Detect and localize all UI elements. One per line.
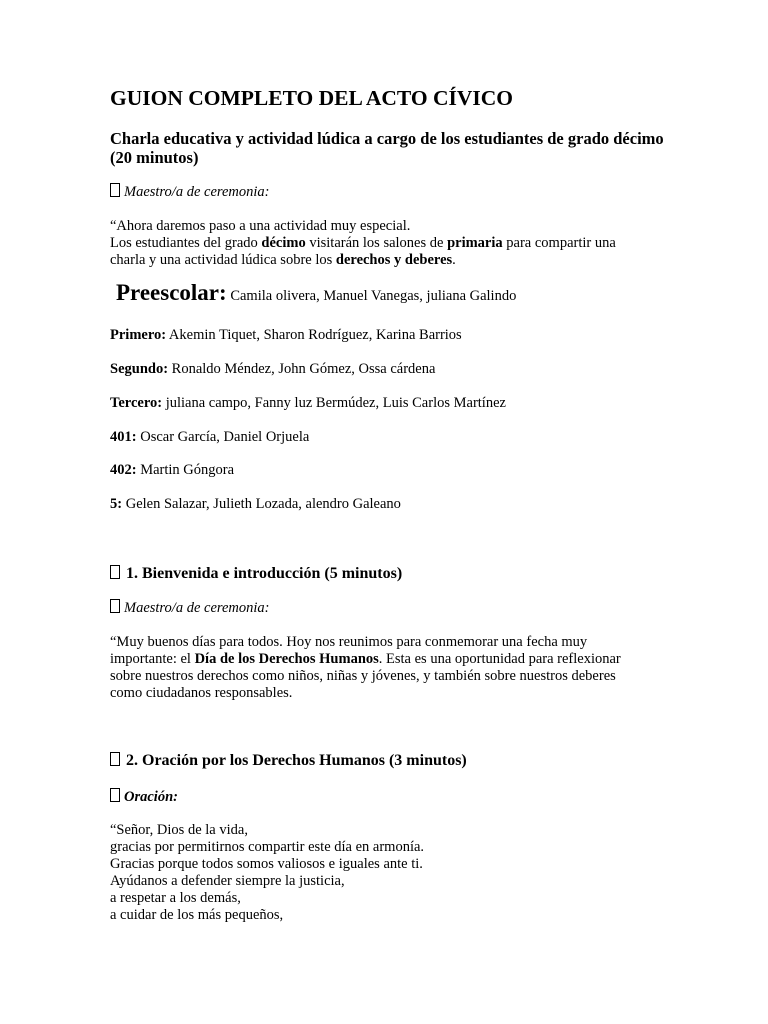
group-names: Martin Góngora xyxy=(140,462,235,478)
checkbox-icon xyxy=(110,183,120,197)
group-primero xyxy=(110,327,668,344)
group-tercero xyxy=(110,395,668,412)
intro-line-2: Los estudiantes del grado décimo visitarán los salones de primaria para compartir una xyxy=(110,235,616,251)
section-1-line-4: como ciudadanos responsables. xyxy=(110,685,293,701)
section-1-line-3: sobre nuestros derechos como niños, niñas y jóvenes, y también sobre nuestros deberes xyxy=(110,668,616,684)
group-segundo xyxy=(110,361,668,378)
prayer-line: Gracias porque todos somos valiosos e iguales ante ti. xyxy=(110,856,423,872)
intro-role-line xyxy=(110,183,668,201)
prayer-line: Ayúdanos a defender siempre la justicia, xyxy=(110,873,345,889)
group-names: Akemin Tiquet, Sharon Rodríguez, Karina Barrios xyxy=(168,327,462,343)
group-names: Oscar García, Daniel Orjuela xyxy=(140,429,310,445)
prayer-line: a respetar a los demás, xyxy=(110,890,241,906)
intro-line-3: charla y una actividad lúdica sobre los derechos y deberes. xyxy=(110,252,456,268)
group-preescolar xyxy=(116,280,668,305)
prayer-line: “Señor, Dios de la vida, xyxy=(110,822,248,838)
section-1-line-2: importante: el Día de los Derechos Humanos. Esta es una oportunidad para reflexionar xyxy=(110,651,621,667)
group-label: 5: xyxy=(110,496,123,512)
group-5 xyxy=(110,496,668,513)
group-names: Camila olivera, Manuel Vanegas, juliana Galindo xyxy=(230,288,517,304)
group-label: Segundo: xyxy=(110,361,169,377)
intro-role: Maestro/a de ceremonia: xyxy=(124,184,270,200)
section-2-heading: 2. Oración por los Derechos Humanos (3 minutos) xyxy=(110,752,668,770)
group-label: 402: xyxy=(110,462,137,478)
checkbox-icon xyxy=(110,788,120,802)
group-label: Primero: xyxy=(110,327,167,343)
group-label: Preescolar: xyxy=(116,280,227,305)
section-2-role: Oración: xyxy=(124,789,178,805)
prayer-line: a cuidar de los más pequeños, xyxy=(110,907,284,923)
group-names: Gelen Salazar, Julieth Lozada, alendro Galeano xyxy=(125,496,401,512)
section-1-role: Maestro/a de ceremonia: xyxy=(124,600,270,616)
group-402 xyxy=(110,462,668,479)
section-2-role-line xyxy=(110,788,668,806)
group-names: juliana campo, Fanny luz Bermúdez, Luis Carlos Martínez xyxy=(165,395,506,411)
document-title: GUION COMPLETO DEL ACTO CÍVICO xyxy=(110,86,513,110)
checkbox-icon xyxy=(110,565,120,579)
intro-paragraph xyxy=(110,218,668,269)
checkbox-icon xyxy=(110,752,120,766)
group-401 xyxy=(110,429,668,446)
prayer-line: gracias por permitirnos compartir este día en armonía. xyxy=(110,839,425,855)
intro-line-1: “Ahora daremos paso a una actividad muy especial. xyxy=(110,218,411,234)
section-1-line-1: “Muy buenos días para todos. Hoy nos reunimos para conmemorar una fecha muy xyxy=(110,634,588,650)
group-names: Ronaldo Méndez, John Gómez, Ossa cárdena xyxy=(171,361,436,377)
document-subtitle: Charla educativa y actividad lúdica a cargo de los estudiantes de grado décimo (20 minutos) xyxy=(110,129,664,167)
section-1-paragraph xyxy=(110,634,668,702)
section-1-role-line xyxy=(110,599,668,617)
checkbox-icon xyxy=(110,599,120,613)
section-1-heading: 1. Bienvenida e introducción (5 minutos) xyxy=(110,565,668,583)
prayer-text xyxy=(110,822,668,924)
group-label: 401: xyxy=(110,429,137,445)
group-label: Tercero: xyxy=(110,395,163,411)
